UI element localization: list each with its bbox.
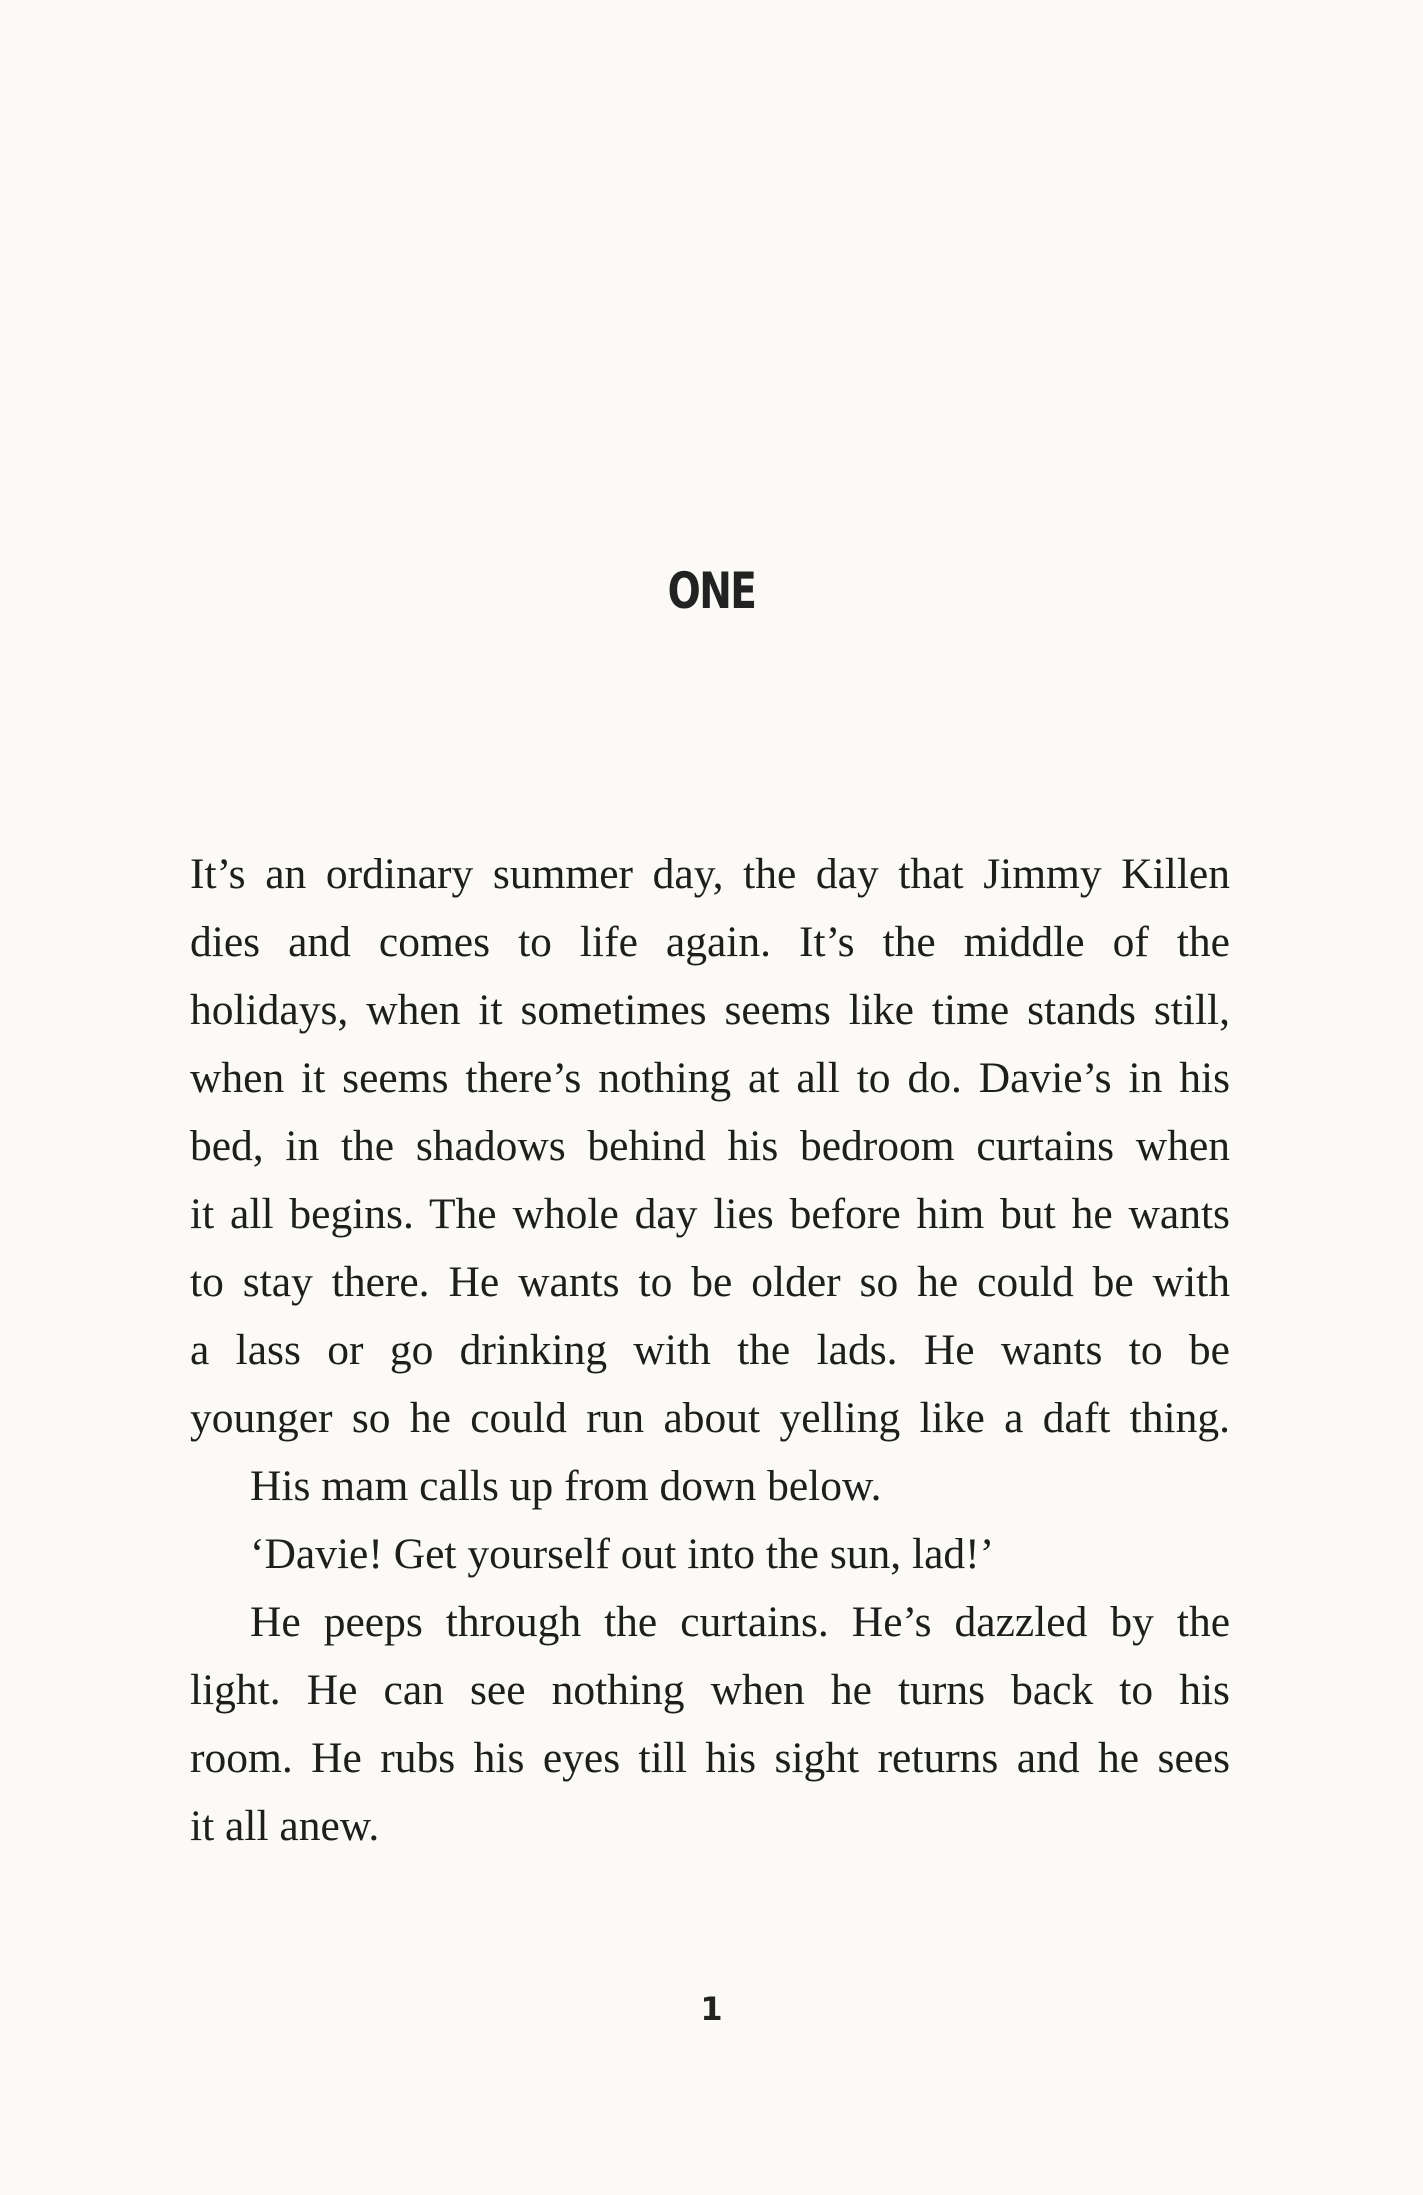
text-line: He peeps through the curtains. He’s dazzled by the [250, 1598, 1230, 1646]
text-line: room. He rubs his eyes till his sight returns and he sees [190, 1734, 1230, 1782]
text-line: His mam calls up from down below. [250, 1462, 882, 1510]
text-line: it all begins. The whole day lies before him but he wants [190, 1190, 1230, 1238]
text-line: when it seems there’s nothing at all to do. Davie’s in his [190, 1054, 1230, 1102]
page-number: 1 [700, 1990, 723, 2028]
text-line: It’s an ordinary summer day, the day that Jimmy Killen [190, 850, 1230, 898]
text-line: ‘Davie! Get yourself out into the sun, lad!’ [250, 1530, 995, 1578]
chapter-heading: ONE [667, 562, 756, 620]
text-line: to stay there. He wants to be older so he could be with [190, 1258, 1230, 1306]
text-line: it all anew. [190, 1802, 380, 1850]
text-line: younger so he could run about yelling like a daft thing. [190, 1394, 1230, 1442]
text-line: a lass or go drinking with the lads. He wants to be [190, 1326, 1230, 1374]
text-line: holidays, when it sometimes seems like time stands still, [190, 986, 1230, 1034]
text-line: light. He can see nothing when he turns back to his [190, 1666, 1230, 1714]
text-line: bed, in the shadows behind his bedroom curtains when [190, 1122, 1230, 1170]
text-line: dies and comes to life again. It’s the middle of the [190, 918, 1230, 966]
body-text [190, 840, 1230, 1860]
